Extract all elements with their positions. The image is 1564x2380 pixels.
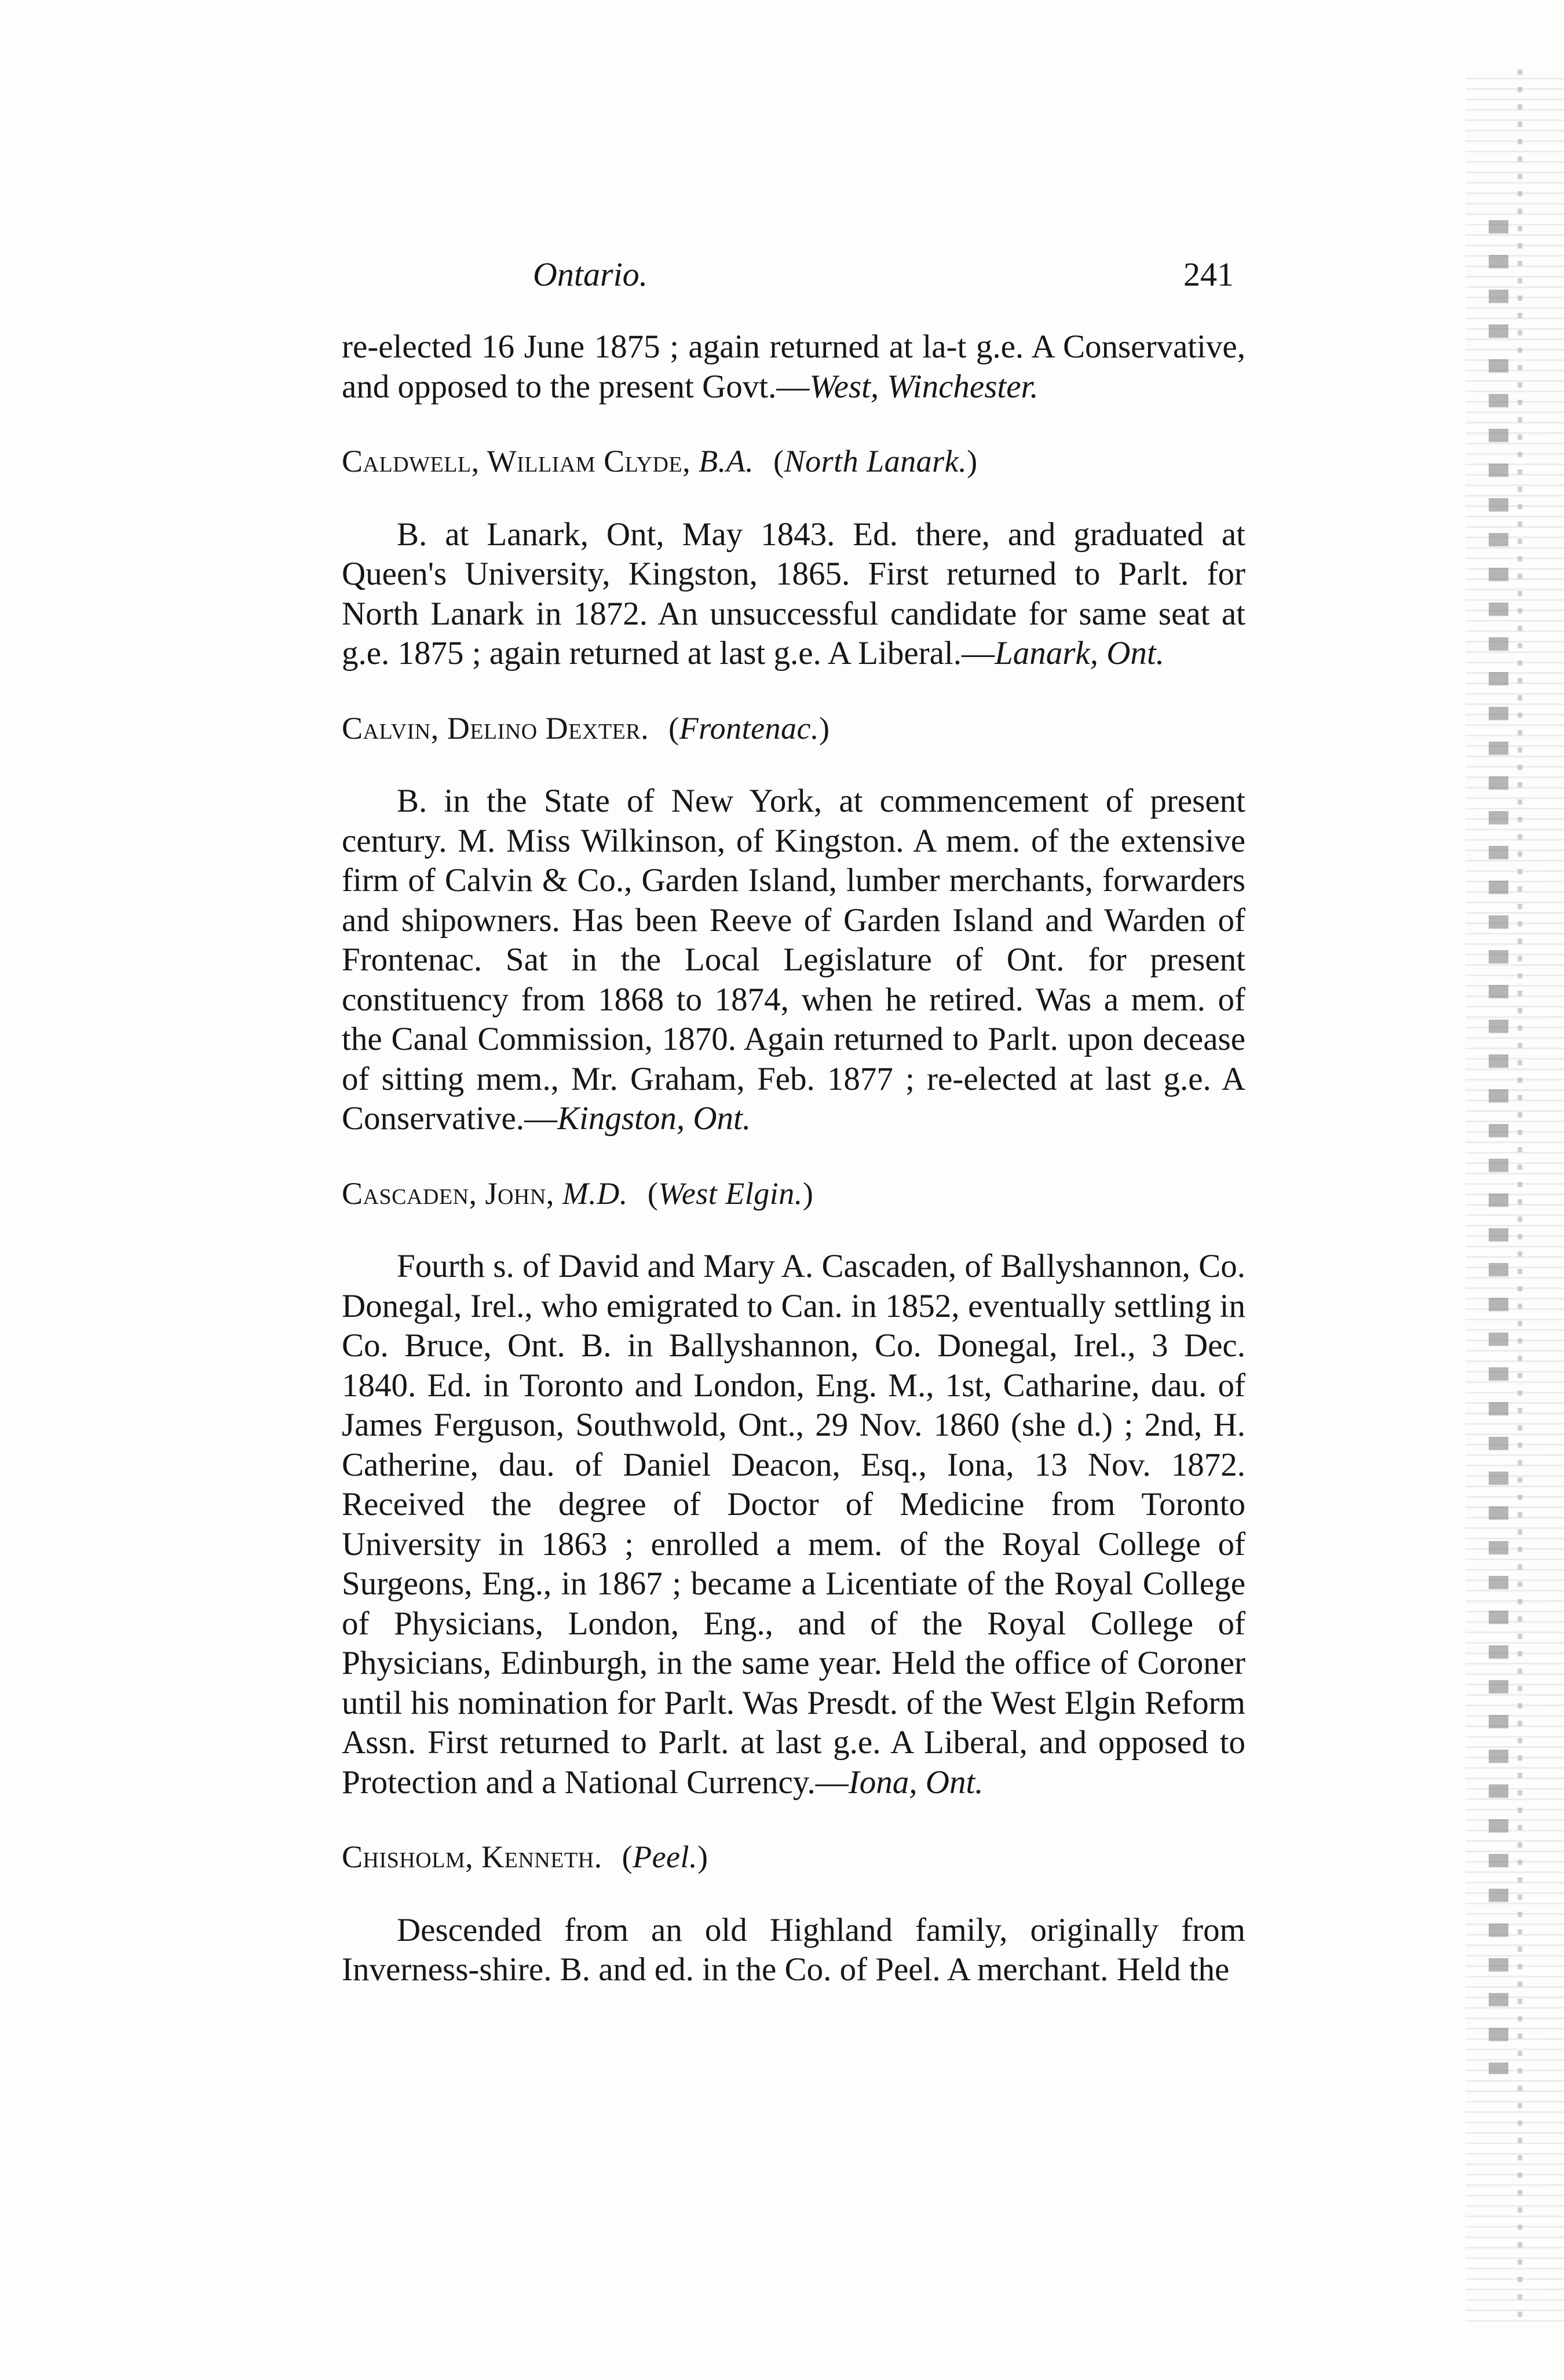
entry-residence: Kingston, Ont.: [557, 1100, 751, 1137]
member-degree: M.D.: [562, 1176, 628, 1211]
member-name: Caldwell, William Clyde,: [342, 444, 691, 479]
continuation-paragraph: [342, 327, 1245, 407]
member-degree: B.A.: [699, 444, 754, 479]
entry-heading: [342, 441, 1245, 481]
member-riding: (Frontenac.): [668, 710, 830, 746]
entry-body: [342, 1247, 1245, 1802]
member-riding: (West Elgin.): [647, 1176, 814, 1211]
continuation-residence: West, Winchester.: [809, 368, 1039, 405]
entry-body-text: B. in the State of New York, at commencement of present century. M. Miss Wilkinson, of Kingston. A mem. of the extensive firm of Calvin & Co., Garden Island, lumber merchants, forwarders and shipowners. Has been Reeve of Garden Island and Warden of Frontenac. Sat in the Local Legislature of Ont. for present constituency from 1868 to 1874, when he retired. Was a mem. of the Canal Commission, 1870. Again returned to Parlt. upon decease of sitting mem., Mr. Graham, Feb. 1877 ; re-elected at last g.e. A Conservative.—: [342, 783, 1245, 1137]
entry-residence: Iona, Ont.: [848, 1764, 984, 1801]
entry-chisholm: [342, 1837, 1245, 1990]
page-header: [342, 255, 1234, 307]
entry-body-text: Fourth s. of David and Mary A. Cascaden, of Ballyshannon, Co. Donegal, Irel., who emigrated to Can. in 1852, eventually settling in Co. Bruce, Ont. B. in Ballyshannon, Co. Donegal, Irel., 3 Dec. 1840. Ed. in Toronto and London, Eng. M., 1st, Catharine, dau. of James Ferguson, Southwold, Ont., 29 Nov. 1860 (she d.) ; 2nd, H. Catherine, dau. of Daniel Deacon, Esq., Iona, 13 Nov. 1872. Received the degree of Doctor of Medicine from Toronto University in 1863 ; enrolled a mem. of the Royal College of Surgeons, Eng., in 1867 ; became a Licentiate of the Royal College of Physicians, London, Eng., and of the Royal College of Physicians, Edinburgh, in the same year. Held the office of Coroner until his nomination for Parlt. Was Presdt. of the West Elgin Reform Assn. First returned to Parlt. at last g.e. A Liberal, and opposed to Protection and a National Currency.—: [342, 1248, 1245, 1801]
member-name: Chisholm, Kenneth.: [342, 1839, 602, 1874]
running-head: Ontario.: [533, 255, 648, 293]
page-text: [342, 327, 1245, 1990]
entry-body: [342, 782, 1245, 1139]
entry-calvin: [342, 709, 1245, 1139]
entry-residence: Lanark, Ont.: [995, 635, 1164, 671]
member-name: Cascaden, John,: [342, 1176, 554, 1211]
member-riding: (Peel.): [622, 1839, 708, 1874]
member-name: Calvin, Delino Dexter.: [342, 710, 649, 746]
page-number: 241: [1183, 255, 1234, 293]
entry-cascaden: [342, 1174, 1245, 1803]
entry-body-text: B. at Lanark, Ont, May 1843. Ed. there, and graduated at Queen's University, Kingston, 1865. First returned to Parlt. for North Lanark in 1872. An unsuccessful candidate for same seat at g.e. 1875 ; again returned at last g.e. A Liberal.—: [342, 516, 1245, 671]
entry-heading: [342, 1174, 1245, 1214]
entry-body: [342, 1911, 1245, 1990]
member-riding: (North Lanark.): [773, 444, 978, 479]
entry-heading: [342, 1837, 1245, 1877]
entry-body-text: Descended from an old Highland family, originally from Inverness-shire. B. and ed. in the Co. of Peel. A merchant. Held the: [342, 1911, 1245, 1988]
entry-caldwell: [342, 441, 1245, 674]
entry-heading: [342, 709, 1245, 749]
scan-binding-edge: [1466, 70, 1564, 2329]
entry-body: [342, 515, 1245, 674]
continuation-text: re-elected 16 June 1875 ; again returned at la-t g.e. A Conservative, and opposed to the present Govt.—: [342, 328, 1245, 405]
